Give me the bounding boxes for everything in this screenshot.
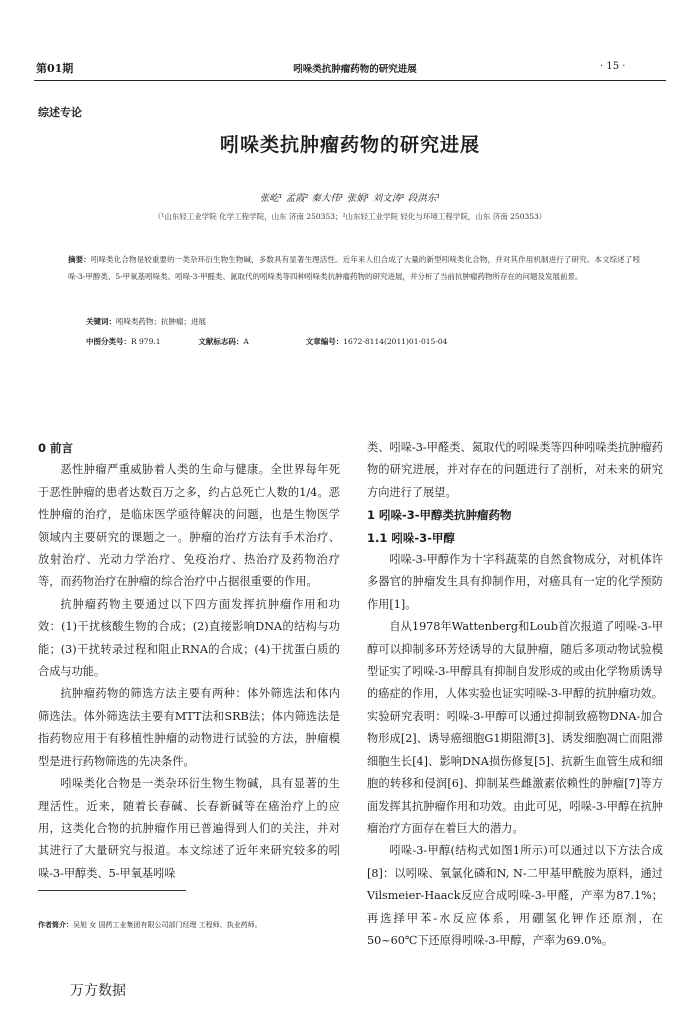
paragraph: 抗肿瘤药物主要通过以下四方面发挥抗肿瘤作用和功效：(1)干扰核酸生物的合成；(2)直接影响DNA的结构与功能；(3)干扰转录过程和阻止RNA的合成；(4)干扰蛋白质的合成与功能。: [38, 597, 340, 679]
author-list: 张屹¹ 孟霞² 秦大伟¹ 张娟¹ 刘文涛¹ 段洪东¹: [259, 193, 441, 204]
section-heading-1-1: 1.1 吲哚-3-甲醇: [367, 530, 455, 545]
affiliations: （¹山东轻工业学院 化学工程学院，山东 济南 250353；²山东轻工业学院 轻化与环境工程学院，山东 济南 250353）: [153, 212, 547, 221]
page-number: · 15 ·: [600, 61, 626, 72]
running-title: 吲哚类抗肿瘤药物的研究进展: [293, 64, 417, 75]
section-label: 综述专论: [38, 106, 82, 119]
left-column: [38, 437, 340, 885]
journal-issue: 第01期: [36, 62, 74, 75]
cls-value: R 979.1: [131, 337, 161, 346]
abstract-label: 摘要：: [68, 255, 91, 264]
section-heading-1: 1 吲哚-3-甲醇类抗肿瘤药物: [367, 508, 512, 523]
article-number-value: 1672-8114(2011)01-015-04: [343, 337, 448, 346]
paragraph: 类、吲哚-3-甲醛类、氮取代的吲哚类等四种吲哚类抗肿瘤药物的研究进展，并对存在的问题进行了剖析，对未来的研究方向进行了展望。: [367, 441, 663, 499]
keywords: [86, 316, 206, 327]
footnote-rule: [38, 890, 186, 891]
header-rule: [34, 80, 666, 81]
paragraph: 吲哚类化合物是一类杂环衍生物生物碱，具有显著的生理活性。近来，随着长春碱、长春新碱等在癌治疗上的应用，这类化合物的抗肿瘤作用已普遍得到人们的关注，并对其进行了大量研究与报道。本文综述了近年来研究较多的吲哚-3-甲醇类、5-甲氧基吲哚: [38, 777, 340, 880]
right-column: [367, 437, 663, 952]
keywords-text: 吲哚类药物；抗肿瘤；进展: [116, 317, 206, 326]
paragraph: 自从1978年Wattenberg和Loub首次报道了吲哚-3-甲醇可以抑制多环芳烃诱导的大鼠肿瘤，随后多项动物试验模型证实了吲哚-3-甲醇具有抑制自发形成的或由化学物质诱导的癌症的作用，人体实验也证实吲哚-3-甲醇的抗肿瘤功效。实验研究表明：吲哚-3-甲醇可以通过抑制致癌物DNA-加合物形成[2]、诱导癌细胞G1期阻滞[3]、诱发细胞凋亡而阻滞细胞生长[4]、影响DNA损伤修复[5]、抗新生血管生成和细胞的转移和侵润[6]、抑制某些雌激素依赖性的肿瘤[7]等方面发挥其抗肿瘤作用和功效。由此可见，吲哚-3-甲醇在抗肿瘤治疗方面存在着巨大的潜力。: [367, 620, 663, 835]
doc-code-label: 文献标志码：: [198, 337, 244, 346]
watermark: 万方数据: [70, 983, 126, 999]
classification-line: [86, 336, 646, 347]
footnote-text: 吴旭 女 国药工业集团有限公司部门经理 工程师、执业药师。: [73, 921, 262, 929]
article-title: 吲哚类抗肿瘤药物的研究进展: [219, 134, 480, 156]
paragraph: 抗肿瘤药物的筛选方法主要有两种：体外筛选法和体内筛选法。体外筛选法主要有MTT法和SRB法；体内筛选法是指药物应用于有移植性肿瘤的动物进行试验的方法，肿瘤模型是进行药物筛选的先决条件。: [38, 687, 340, 768]
keywords-label: 关键词：: [86, 317, 116, 326]
section-heading-preface: 0 前言: [38, 441, 74, 455]
doc-code-value: A: [243, 337, 249, 346]
author-footnote: [38, 920, 262, 930]
paragraph: 恶性肿瘤严重威胁着人类的生命与健康。全世界每年死于恶性肿瘤的患者达数百万之多，约占总死亡人数的1/4。恶性肿瘤的治疗，是临床医学亟待解决的问题，也是生物医学领域内主要研究的课题之一。肿瘤的治疗方法有手术治疗、放射治疗、光动力学治疗、免疫治疗、热治疗及药物治疗等，而药物治疗在肿瘤的综合治疗中占据很重要的作用。: [38, 463, 340, 589]
cls-label: 中图分类号：: [86, 337, 131, 346]
abstract-text: 吲哚类化合物是较重要的一类杂环衍生物生物碱，多数具有显著生理活性。近年来人们合成了大量的新型吲哚类化合物，并对其作用机制进行了研究。本文综述了吲哚-3-甲醇类、5-甲氧基吲哚类、吲哚-3-甲醛类、氮取代的吲哚类等四种吲哚类抗肿瘤药物的研究进展，并分析了当前抗肿瘤药物所存在的问题及发展前景。: [68, 255, 641, 281]
abstract: [68, 251, 640, 285]
footnote-label: 作者简介：: [38, 921, 73, 929]
paragraph: 吲哚-3-甲醇作为十字科蔬菜的自然食物成分，对机体许多器官的肿瘤发生具有抑制作用，对癌具有一定的化学预防作用[1]。: [367, 553, 663, 611]
paragraph: 吲哚-3-甲醇(结构式如图1所示)可以通过以下方法合成[8]：以吲哚、氧氯化磷和N, N-二甲基甲酰胺为原料，通过Vilsmeier-Haack反应合成吲哚-3-甲醛，产率为87.1%；再选择甲苯-水反应体系，用硼氢化钾作还原剂，在50~60℃下还原得吲哚-3-甲醇，产率为69.0%。: [367, 844, 663, 947]
article-number-label: 文章编号：: [305, 337, 344, 346]
